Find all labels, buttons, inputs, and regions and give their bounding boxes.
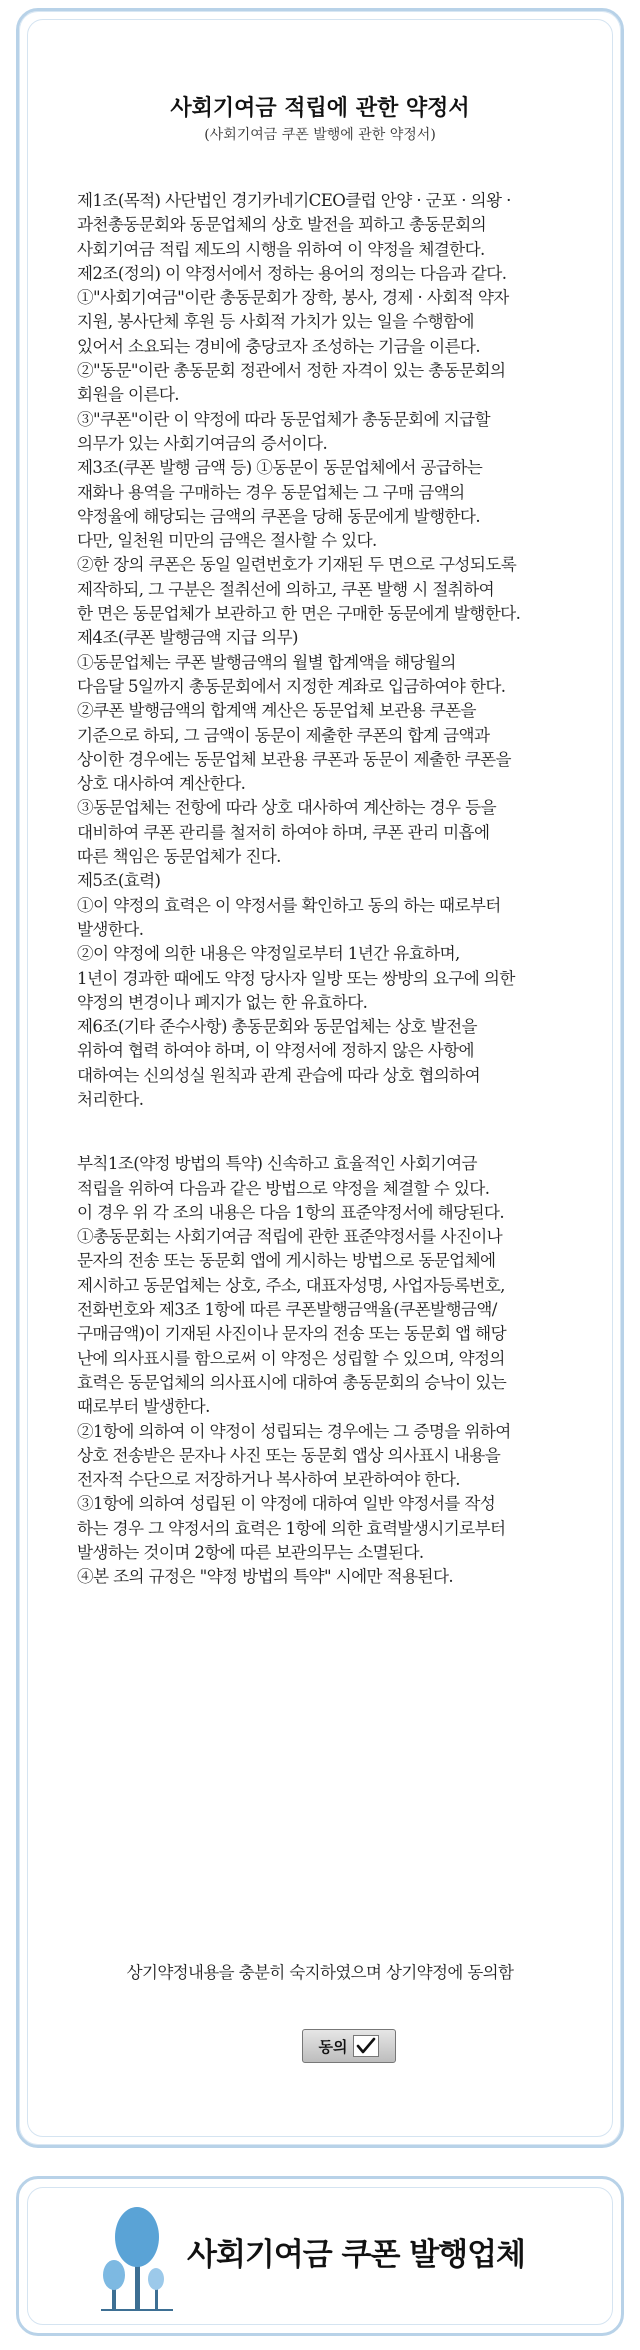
agree-button-label: 동의 [318, 2037, 348, 2056]
document-title: 사회기여금 적립에 관한 약정서 [170, 96, 470, 121]
article-5: 제5조(효력) ①이 약정의 효력은 이 약정서를 확인하고 동의 하는 때로부터 발생한다. ②이 약정에 의한 내용은 약정일로부터 1년간 유효하며, 1년이 경과한 때에도 약정 당사자 일방 또는 쌍방의 요구에 의한 약정의 변경이나 폐지가 없는 한 유효하다. [77, 871, 515, 1012]
agree-button[interactable] [302, 2029, 396, 2063]
tree-icon [91, 2197, 181, 2317]
article-6: 제6조(기타 준수사항) 총동문회와 동문업체는 상호 발전을 위하여 협력 하여야 하며, 이 약정서에 정하지 않은 사항에 대하여는 신의성실 원칙과 관계 관습에 따라 상호 협의하여 처리한다. [77, 1017, 481, 1109]
footer-banner [16, 2176, 624, 2336]
document-subtitle: (사회기여금 쿠폰 발행에 관한 약정서) [204, 127, 436, 143]
checkmark-icon [353, 2035, 379, 2057]
footer-title: 사회기여금 쿠폰 발행업체 [187, 2237, 525, 2273]
agreement-card [16, 8, 624, 2148]
article-3: 제3조(쿠폰 발행 금액 등) ①동문이 동문업체에서 공급하는 재화나 용역을 구매하는 경우 동문업체는 그 구매 금액의 약정율에 해당되는 금액의 쿠폰을 당해 동문에게 발행한다. 다만, 일천원 미만의 금액은 절사할 수 있다. ②한 장의 쿠폰은 동일 일련번호가 기재된 두 면으로 구성되도록 제작하되, 그 구분은 절취선에 의하고, 쿠폰 발행 시 절취하여 한 면은 동문업체가 보관하고 한 면은 구매한 동문에게 발행한다. [77, 458, 521, 624]
article-2: 제2조(정의) 이 약정서에서 정하는 용어의 정의는 다음과 같다. ①"사회기여금"이란 총동문회가 장학, 봉사, 경제 · 사회적 약자 지원, 봉사단체 후원 등 사회적 가치가 있는 일을 수행함에 있어서 소요되는 경비에 충당코자 조성하는 기금을 이른다. ②"동문"이란 총동문회 정관에서 정한 자격이 있는 총동문회의 회원을 이른다. ③"쿠폰"이란 이 약정에 따라 동문업체가 총동문회에 지급할 의무가 있는 사회기여금의 증서이다. [77, 263, 509, 453]
agreement-statement: 상기약정내용을 충분히 숙지하였으며 상기약정에 동의함 [126, 1963, 514, 1982]
supplementary-article-1: 부칙1조(약정 방법의 특약) 신속하고 효율적인 사회기여금 적립을 위하여 다음과 같은 방법으로 약정을 체결할 수 있다. 이 경우 위 각 조의 내용은 다음 1항의 표준약정서에 해당된다. ①총동문회는 사회기여금 적립에 관한 표준약정서를 사진이나 문자의 전송 또는 동문회 앱에 게시하는 방법으로 동문업체에 제시하고 동문업체는 상호, 주소, 대표자성명, 사업자등록번호, 전화번호와 제3조 1항에 따른 쿠폰발행금액율(쿠폰발행금액/ 구매금액)이 기재된 사진이나 문자의 전송 또는 동문회 앱 해당 난에 의사표시를 함으로써 이 약정은 성립할 수 있으며, 약정의 효력은 동문업체의 의사표시에 대하여 총동문회의 승낙이 있는 때로부터 발생한다. ②1항에 의하여 이 약정이 성립되는 경우에는 그 증명을 위하여 상호 전송받은 문자나 사진 또는 동문회 앱상 의사표시 내용을 전자적 수단으로 저장하거나 복사하여 보관하여야 한다. ③1항에 의하여 성립된 이 약정에 대하여 일반 약정서를 작성 하는 경우 그 약정서의 효력은 1항에 의한 효력발생시기로부터 발생하는 것이며 2항에 따른 보관의무는 소멸된다. ④본 조의 규정은 "약정 방법의 특약" 시에만 적용된다. [77, 1154, 511, 1587]
agreement-body [77, 189, 601, 1590]
article-4: 제4조(쿠폰 발행금액 지급 의무) ①동문업체는 쿠폰 발행금액의 월별 합계액을 해당월의 다음달 5일까지 총동문회에서 지정한 계좌로 입금하여야 한다. ②쿠폰 발행금액의 합계액 계산은 동문업체 보관용 쿠폰을 기준으로 하되, 그 금액이 동문이 제출한 쿠폰의 합계 금액과 상이한 경우에는 동문업체 보관용 쿠폰과 동문이 제출한 쿠폰을 상호 대사하여 계산한다. ③동문업체는 전항에 따라 상호 대사하여 계산하는 경우 등을 대비하여 쿠폰 관리를 철저히 하여야 하며, 쿠폰 관리 미흡에 따른 책임은 동문업체가 진다. [77, 628, 511, 867]
article-1: 제1조(목적) 사단법인 경기카네기CEO클럽 안양 · 군포 · 의왕 · 과천총동문회와 동문업체의 상호 발전을 꾀하고 총동문회의 사회기여금 적립 제도의 시행을 위하여 이 약정을 체결한다. [77, 191, 511, 259]
